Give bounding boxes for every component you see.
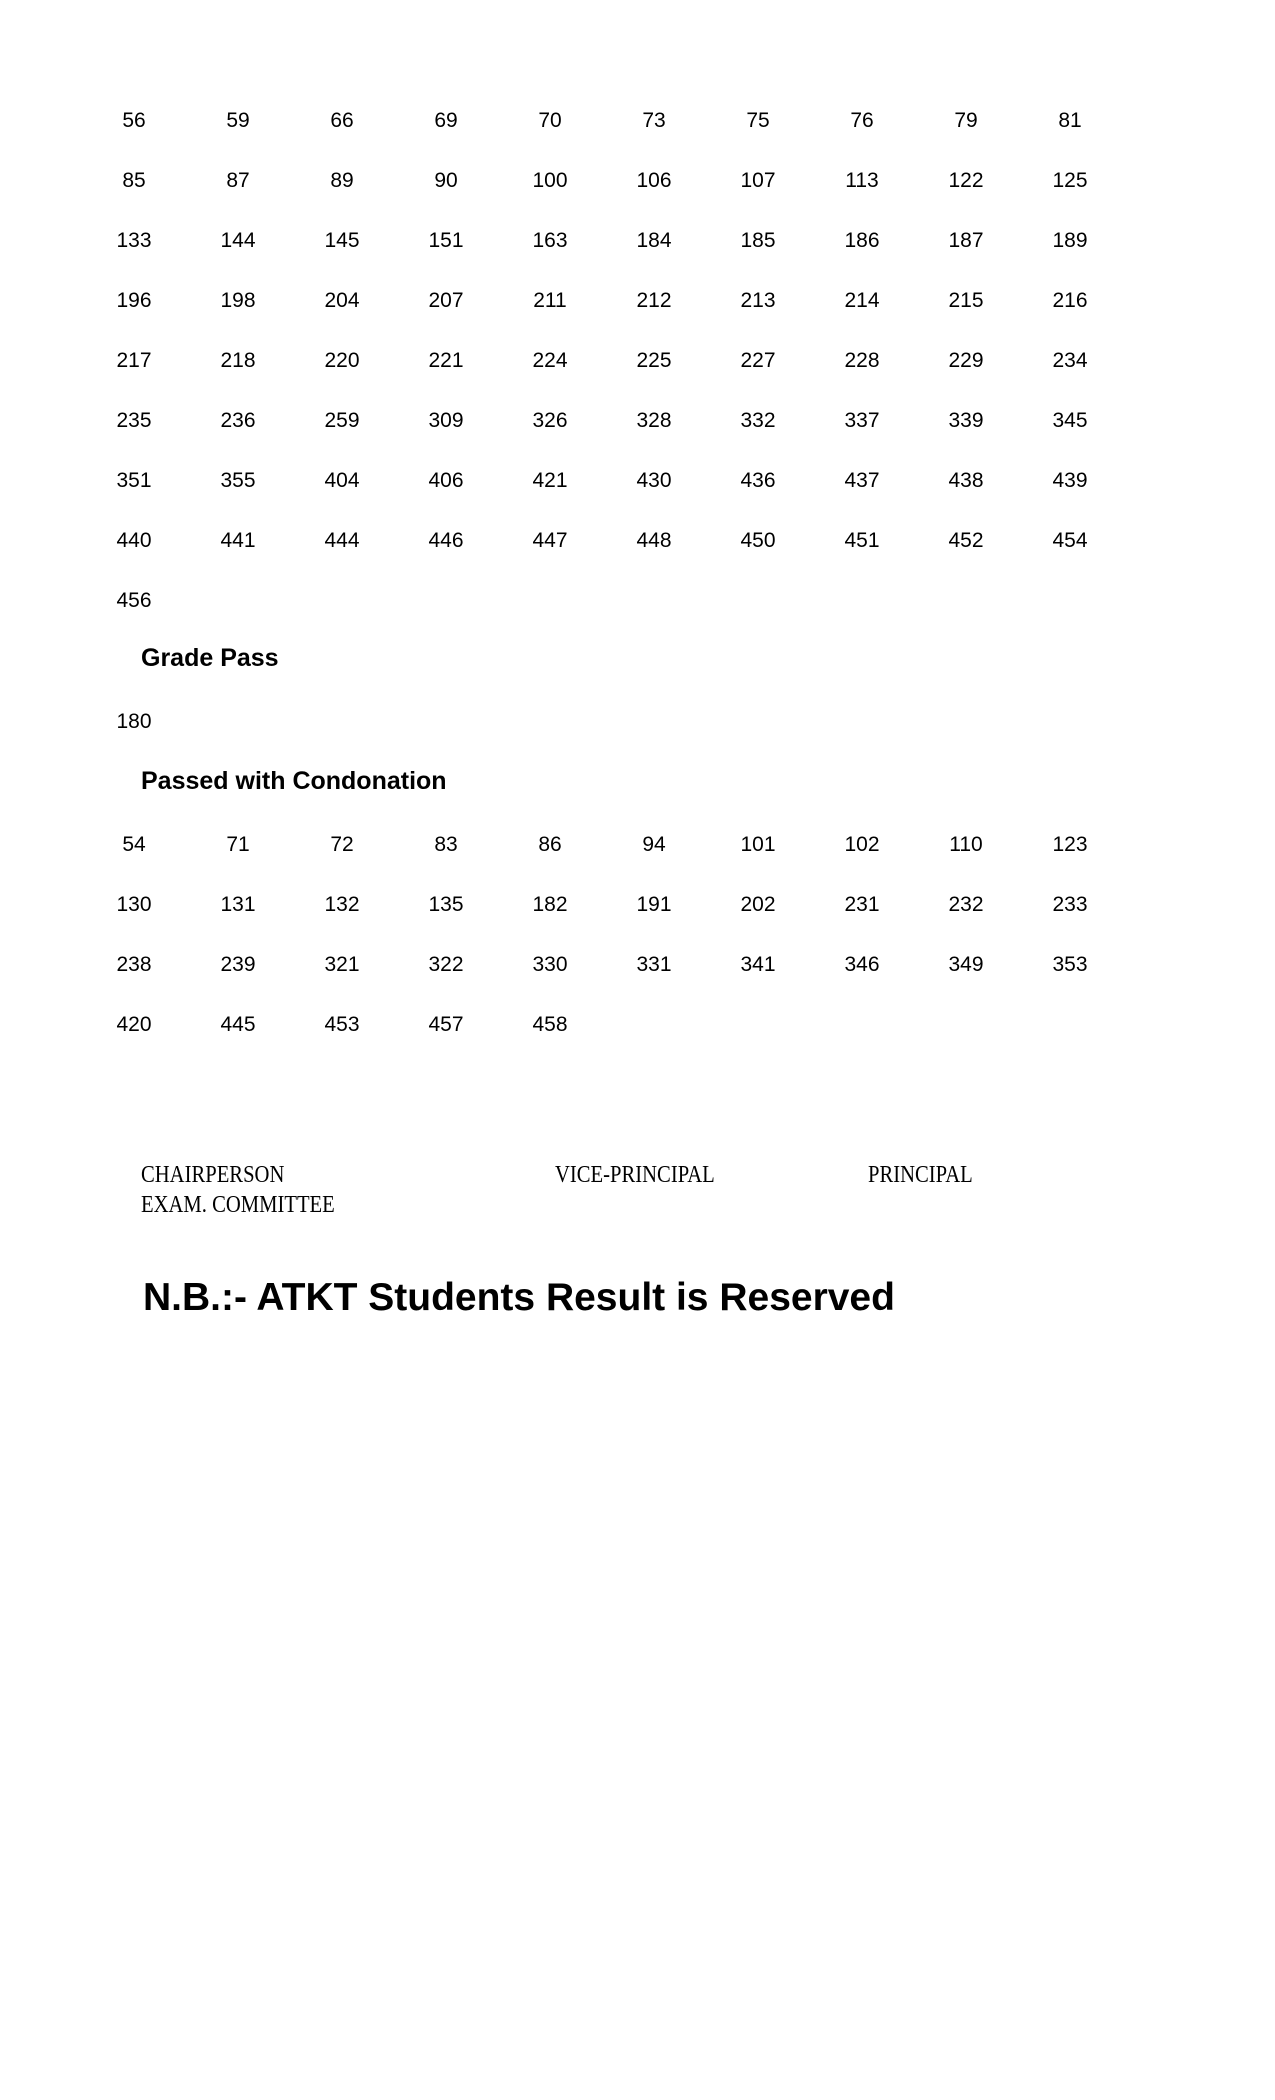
roll-number: 145 [324, 229, 360, 252]
roll-number: 107 [740, 169, 776, 192]
roll-number: 349 [948, 953, 984, 976]
roll-number: 102 [844, 833, 880, 856]
roll-number: 113 [845, 169, 879, 192]
roll-number: 56 [122, 109, 146, 132]
roll-number: 196 [116, 289, 152, 312]
roll-number: 73 [642, 109, 666, 132]
roll-number: 66 [330, 109, 354, 132]
chairperson-signature-block [141, 1160, 335, 1220]
roll-number: 144 [220, 229, 256, 252]
roll-number: 76 [850, 109, 874, 132]
roll-number: 135 [428, 893, 464, 916]
vice-principal-title: VICE-PRINCIPAL [555, 1162, 715, 1188]
roll-number: 212 [636, 289, 672, 312]
roll-number: 131 [220, 893, 256, 916]
roll-number: 71 [226, 833, 250, 856]
roll-number-grid [82, 109, 1122, 649]
roll-number: 232 [948, 893, 984, 916]
roll-number: 236 [220, 409, 256, 432]
roll-number: 130 [116, 893, 152, 916]
roll-number: 187 [948, 229, 984, 252]
chairperson-title: CHAIRPERSON [141, 1162, 285, 1188]
roll-number: 207 [428, 289, 464, 312]
roll-number: 204 [324, 289, 360, 312]
roll-number: 445 [220, 1013, 256, 1036]
condonation-grid [82, 833, 1122, 1073]
roll-number: 330 [532, 953, 568, 976]
roll-number: 351 [116, 469, 152, 492]
roll-number: 133 [116, 229, 152, 252]
roll-number: 239 [220, 953, 256, 976]
roll-number: 218 [220, 349, 256, 372]
roll-number: 406 [428, 469, 464, 492]
roll-number: 337 [844, 409, 880, 432]
roll-number: 420 [116, 1013, 152, 1036]
roll-number: 456 [116, 589, 152, 612]
roll-number: 186 [844, 229, 880, 252]
roll-number: 224 [532, 349, 568, 372]
roll-number: 345 [1052, 409, 1088, 432]
roll-number: 94 [642, 833, 666, 856]
roll-number: 331 [636, 953, 672, 976]
roll-number: 450 [740, 529, 776, 552]
roll-number: 132 [324, 893, 360, 916]
roll-number: 198 [220, 289, 256, 312]
roll-number: 81 [1058, 109, 1082, 132]
roll-number: 163 [532, 229, 568, 252]
roll-number: 90 [434, 169, 458, 192]
roll-number: 321 [324, 953, 360, 976]
roll-number: 328 [636, 409, 672, 432]
roll-number: 213 [740, 289, 776, 312]
roll-number: 259 [324, 409, 360, 432]
roll-number: 59 [226, 109, 250, 132]
roll-number: 346 [844, 953, 880, 976]
roll-number: 309 [428, 409, 464, 432]
roll-number: 87 [226, 169, 250, 192]
roll-number: 453 [324, 1013, 360, 1036]
roll-number: 106 [636, 169, 672, 192]
roll-number: 211 [533, 289, 567, 312]
roll-number: 189 [1052, 229, 1088, 252]
condonation-heading: Passed with Condonation [141, 767, 447, 795]
atkt-note: N.B.:- ATKT Students Result is Reserved [143, 1276, 895, 1319]
roll-number: 123 [1052, 833, 1088, 856]
roll-number: 69 [434, 109, 458, 132]
roll-number: 214 [844, 289, 880, 312]
roll-number: 341 [740, 953, 776, 976]
roll-number: 182 [532, 893, 568, 916]
roll-number: 75 [746, 109, 770, 132]
roll-number: 70 [538, 109, 562, 132]
roll-number: 421 [532, 469, 568, 492]
roll-number: 436 [740, 469, 776, 492]
roll-number: 125 [1052, 169, 1088, 192]
roll-number: 184 [636, 229, 672, 252]
grade-pass-heading: Grade Pass [141, 644, 279, 672]
roll-number: 202 [740, 893, 776, 916]
exam-committee-title: EXAM. COMMITTEE [141, 1192, 335, 1218]
roll-number: 83 [434, 833, 458, 856]
roll-number: 180 [116, 710, 152, 733]
roll-number: 231 [844, 893, 880, 916]
roll-number: 446 [428, 529, 464, 552]
roll-number: 227 [740, 349, 776, 372]
roll-number: 228 [844, 349, 880, 372]
roll-number: 439 [1052, 469, 1088, 492]
roll-number: 191 [636, 893, 672, 916]
roll-number: 440 [116, 529, 152, 552]
roll-number: 79 [954, 109, 978, 132]
roll-number: 326 [532, 409, 568, 432]
roll-number: 216 [1052, 289, 1088, 312]
roll-number: 89 [330, 169, 354, 192]
roll-number: 86 [538, 833, 562, 856]
roll-number: 85 [122, 169, 146, 192]
roll-number: 322 [428, 953, 464, 976]
roll-number: 185 [740, 229, 776, 252]
roll-number: 122 [948, 169, 984, 192]
roll-number: 404 [324, 469, 360, 492]
roll-number: 438 [948, 469, 984, 492]
roll-number: 339 [948, 409, 984, 432]
roll-number: 454 [1052, 529, 1088, 552]
roll-number: 220 [324, 349, 360, 372]
roll-number: 332 [740, 409, 776, 432]
roll-number: 101 [740, 833, 776, 856]
roll-number: 355 [220, 469, 256, 492]
roll-number: 100 [532, 169, 568, 192]
roll-number: 151 [428, 229, 464, 252]
roll-number: 233 [1052, 893, 1088, 916]
roll-number: 110 [949, 833, 983, 856]
roll-number: 451 [844, 529, 880, 552]
roll-number: 457 [428, 1013, 464, 1036]
grade-pass-grid [82, 710, 1122, 770]
roll-number: 229 [948, 349, 984, 372]
roll-number: 54 [122, 833, 146, 856]
roll-number: 234 [1052, 349, 1088, 372]
roll-number: 221 [428, 349, 464, 372]
roll-number: 447 [532, 529, 568, 552]
roll-number: 217 [116, 349, 152, 372]
principal-title: PRINCIPAL [868, 1162, 973, 1188]
roll-number: 353 [1052, 953, 1088, 976]
roll-number: 235 [116, 409, 152, 432]
roll-number: 437 [844, 469, 880, 492]
roll-number: 225 [636, 349, 672, 372]
roll-number: 215 [948, 289, 984, 312]
roll-number: 238 [116, 953, 152, 976]
roll-number: 444 [324, 529, 360, 552]
roll-number: 458 [532, 1013, 568, 1036]
roll-number: 448 [636, 529, 672, 552]
roll-number: 452 [948, 529, 984, 552]
roll-number: 441 [220, 529, 256, 552]
roll-number: 72 [330, 833, 354, 856]
roll-number: 430 [636, 469, 672, 492]
